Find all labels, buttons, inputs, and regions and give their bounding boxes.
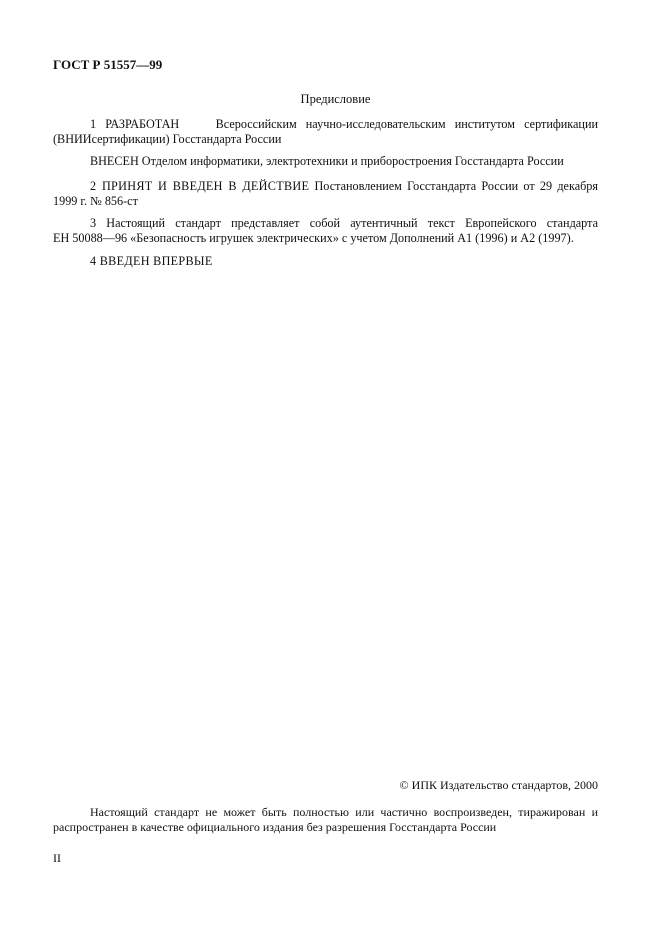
item-first-introduced-lead: 4 ВВЕДЕН ВПЕРВЫЕ: [90, 254, 213, 268]
item-adopted-line2: 1999 г. № 856-ст: [53, 194, 138, 208]
section-title: Предисловие: [300, 92, 371, 106]
reproduction-notice-line1: Настоящий стандарт не может быть полностью или частично воспроизведен, тиражирован и: [90, 805, 598, 819]
reproduction-notice: [53, 805, 598, 835]
item-adopted: [53, 179, 598, 209]
item-developed-line2: (ВНИИсертификации) Госстандарта России: [53, 132, 282, 146]
item-developed-line1: [53, 117, 598, 132]
document-header: ГОСТ Р 51557—99: [53, 57, 163, 72]
page-number: II: [53, 851, 61, 865]
item-adopted-line1: [53, 179, 598, 194]
item-authentic-line1: 3 Настоящий стандарт представляет собой аутентичный текст Европейского стандарта: [90, 216, 598, 230]
item-introduced-lead: ВНЕСЕН: [90, 154, 139, 168]
item-authentic: [53, 216, 598, 246]
item-developed: [53, 117, 598, 147]
item-adopted-text: Постановлением Госстандарта России от 29 декабря: [314, 179, 599, 193]
copyright: © ИПК Издательство стандартов, 2000: [399, 778, 598, 792]
item-introduced-text: Отделом информатики, электротехники и приборостроения Госстандарта России: [141, 154, 564, 168]
item-adopted-lead: 2 ПРИНЯТ И ВВЕДЕН В ДЕЙСТВИЕ: [90, 179, 310, 193]
reproduction-notice-line2: распространен в качестве официального издания без разрешения Госстандарта России: [53, 820, 497, 834]
item-introduced: [53, 154, 598, 169]
item-first-introduced: [53, 254, 598, 269]
item-authentic-line2: ЕН 50088—96 «Безопасность игрушек электрических» с учетом Дополнений А1 (1996) и А2 (1997).: [53, 231, 574, 245]
item-developed-lead: 1 РАЗРАБОТАН: [90, 117, 180, 131]
item-developed-text: Всероссийским научно-исследовательским институтом сертификации: [215, 117, 598, 131]
